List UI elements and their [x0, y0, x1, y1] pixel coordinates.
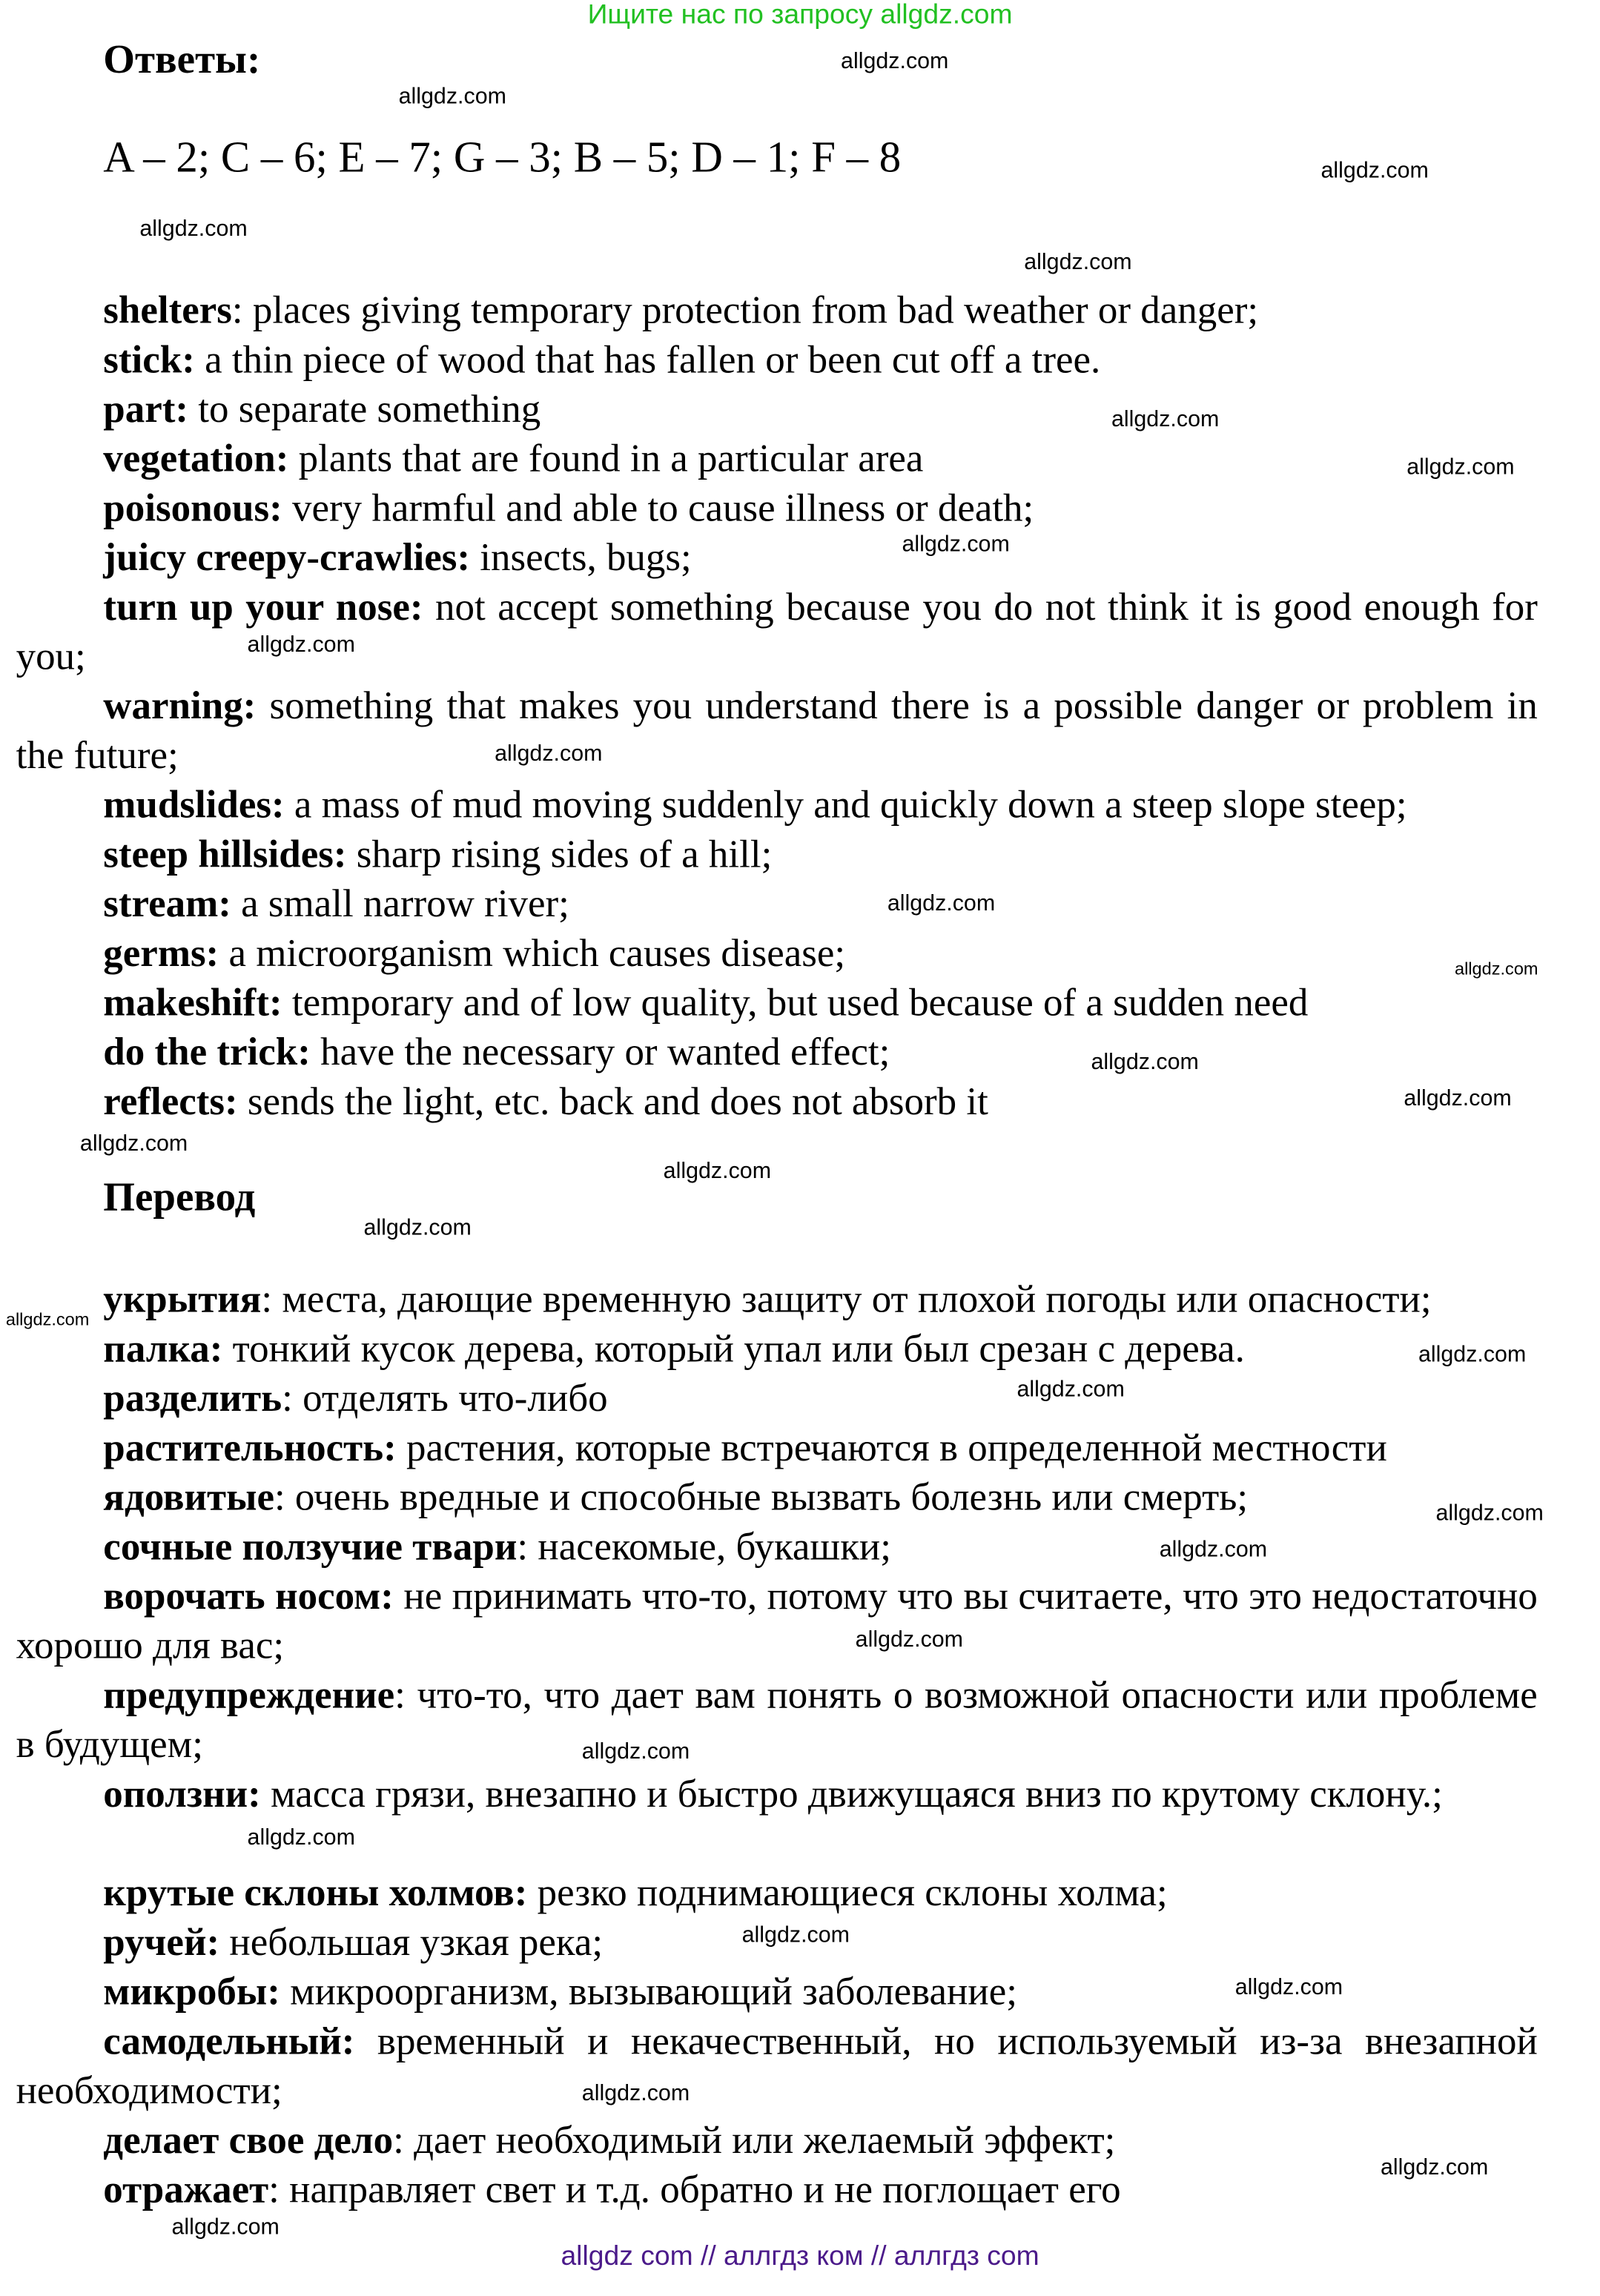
- term: mudslides:: [103, 782, 285, 827]
- watermark: allgdz.com: [887, 891, 996, 917]
- term: ручей:: [103, 1919, 220, 1964]
- definition: временный и некачественный, но используемый из-за внезапной необходимости;: [16, 2019, 1538, 2112]
- watermark: allgdz.com: [1111, 407, 1220, 432]
- definition: : очень вредные и способные вызвать болезнь или смерть;: [274, 1475, 1249, 1519]
- definition-entry: [16, 434, 1538, 483]
- watermark: allgdz.com: [5, 1309, 90, 1330]
- term: ворочать носом:: [103, 1573, 394, 1618]
- term: germs:: [103, 930, 219, 975]
- definition-entry: [16, 681, 1538, 779]
- definition: растения, которые встречаются в определенной местности: [396, 1425, 1387, 1469]
- watermark: allgdz.com: [1091, 1050, 1199, 1075]
- definition-entry: [16, 1373, 1538, 1423]
- term: делает свое дело: [103, 2117, 394, 2162]
- definition: : насекомые, букашки;: [517, 1524, 892, 1569]
- definition: very harmful and able to cause illness or death;: [282, 486, 1034, 530]
- watermark: allgdz.com: [1159, 1537, 1268, 1563]
- term: сочные ползучие твари: [103, 1524, 518, 1569]
- answers-title: Ответы:: [103, 38, 261, 83]
- definition: : места, дающие временную защиту от плохой погоды или опасности;: [261, 1277, 1432, 1321]
- watermark: allgdz.com: [363, 1216, 472, 1241]
- definition-entry: [16, 829, 1538, 879]
- definition: небольшая узкая река;: [219, 1919, 604, 1964]
- definition: масса грязи, внезапно и быстро движущаяся вниз по крутому склону.;: [260, 1771, 1443, 1816]
- definition-entry: [16, 334, 1538, 384]
- definition: a mass of mud moving suddenly and quickly down a steep slope steep;: [284, 782, 1407, 827]
- definition-entry: [16, 1670, 1538, 1768]
- watermark: allgdz.com: [1320, 158, 1429, 184]
- definition-entry: [16, 1323, 1538, 1373]
- definition: plants that are found in a particular area: [288, 436, 924, 480]
- watermark: allgdz.com: [247, 1825, 355, 1850]
- watermark: allgdz.com: [1024, 250, 1132, 275]
- translation-title: Перевод: [103, 1175, 256, 1221]
- term: stick:: [103, 337, 195, 382]
- watermark: allgdz.com: [79, 1131, 188, 1157]
- watermark: allgdz.com: [139, 216, 248, 242]
- watermark: allgdz.com: [855, 1627, 964, 1652]
- watermark: allgdz.com: [495, 741, 603, 767]
- watermark: allgdz.com: [902, 532, 1010, 558]
- term: растительность:: [103, 1425, 397, 1469]
- term: предупреждение: [103, 1673, 395, 1717]
- definition-entry: [16, 1076, 1538, 1126]
- term: makeshift:: [103, 980, 282, 1025]
- definition-entry: [16, 1867, 1538, 1917]
- watermark: allgdz.com: [1406, 455, 1515, 480]
- term: warning:: [103, 684, 257, 727]
- term: juicy creepy-crawlies:: [103, 535, 471, 579]
- watermark: allgdz.com: [247, 632, 355, 658]
- term: палка:: [103, 1326, 223, 1371]
- term: turn up your nose:: [103, 584, 423, 629]
- definition-entry: [16, 1769, 1538, 1819]
- term: оползни:: [103, 1771, 261, 1816]
- definition-entry: [16, 928, 1538, 978]
- answers-line: A – 2; C – 6; E – 7; G – 3; B – 5; D – 1; F – 8: [103, 133, 902, 182]
- definition: a microorganism which causes disease;: [219, 930, 846, 975]
- watermark: allgdz.com: [741, 1922, 850, 1948]
- definition-entry: [16, 977, 1538, 1027]
- definition-entry: [16, 2016, 1538, 2114]
- definition-entry: [16, 582, 1538, 681]
- term: do the trick:: [103, 1030, 311, 1073]
- definition: sends the light, etc. back and does not absorb it: [237, 1079, 988, 1123]
- definition-entry: [16, 285, 1538, 335]
- term: крутые склоны холмов:: [103, 1870, 528, 1914]
- definition-entry: [16, 1274, 1538, 1324]
- definition: не принимать что-то, потому что вы считаете, что это недостаточно хорошо для вас;: [16, 1573, 1538, 1667]
- definition-entry: [16, 780, 1538, 830]
- definition: : дает необходимый или желаемый эффект;: [393, 2117, 1116, 2162]
- term: разделить: [103, 1376, 282, 1420]
- definition: temporary and of low quality, but used because of a sudden need: [282, 980, 1309, 1025]
- definition: : places giving temporary protection from bad weather or danger;: [231, 288, 1259, 332]
- definition-entry: [16, 1571, 1538, 1670]
- definition-entry: [16, 2164, 1538, 2214]
- term: stream:: [103, 881, 231, 925]
- definition: insects, bugs;: [470, 535, 692, 579]
- watermark: allgdz.com: [1404, 1086, 1512, 1111]
- definition-entry: [16, 483, 1538, 532]
- watermark: allgdz.com: [1455, 958, 1538, 979]
- definition: something that makes you understand there is a possible danger or problem in the future;: [16, 684, 1538, 777]
- watermark: allgdz.com: [1435, 1501, 1544, 1526]
- term: vegetation:: [103, 436, 289, 480]
- watermark: allgdz.com: [1234, 1975, 1343, 2000]
- term: reflects:: [103, 1079, 238, 1123]
- definition-entry: [16, 1027, 1538, 1076]
- watermark: allgdz.com: [663, 1159, 772, 1185]
- definition-entry: [16, 532, 1538, 582]
- definition-entry: [16, 384, 1538, 434]
- definition: : отделять что-либо: [282, 1376, 608, 1420]
- definition: sharp rising sides of a hill;: [346, 832, 773, 876]
- term: отражает: [103, 2167, 269, 2211]
- definition: резко поднимающиеся склоны холма;: [527, 1870, 1168, 1914]
- watermark: allgdz.com: [1016, 1377, 1125, 1403]
- definition: a small narrow river;: [231, 881, 569, 925]
- definition: not accept something because you do not think it is good enough for you;: [16, 584, 1538, 678]
- term: укрытия: [103, 1277, 262, 1321]
- definition: : направляет свет и т.д. обратно и не поглощает его: [268, 2167, 1121, 2211]
- watermark: allgdz.com: [398, 84, 506, 110]
- watermark: allgdz.com: [841, 49, 949, 75]
- term: микробы:: [103, 1969, 280, 2014]
- definition-entry: [16, 1423, 1538, 1472]
- watermark: allgdz.com: [1380, 2155, 1489, 2181]
- definition: to separate something: [188, 386, 541, 431]
- definition-entry: [16, 879, 1538, 928]
- watermark: allgdz.com: [171, 2215, 280, 2240]
- watermark: allgdz.com: [581, 1739, 690, 1764]
- term: shelters: [103, 288, 232, 332]
- definition: тонкий кусок дерева, который упал или был срезан с дерева.: [222, 1326, 1245, 1371]
- watermark: allgdz.com: [581, 2081, 690, 2106]
- term: самодельный:: [103, 2019, 355, 2063]
- watermark: allgdz.com: [1418, 1342, 1527, 1368]
- term: poisonous:: [103, 486, 282, 530]
- bottom-banner: allgdz com // аллгдз ком // аллгдз com: [561, 2241, 1039, 2272]
- term: ядовитые: [103, 1475, 274, 1519]
- definition: have the necessary or wanted effect;: [310, 1030, 890, 1073]
- term: steep hillsides:: [103, 832, 347, 876]
- top-banner: Ищите нас по запросу allgdz.com: [587, 0, 1013, 31]
- definition-entry: [16, 1521, 1538, 1571]
- definition: : что-то, что дает вам понять о возможной опасности или проблеме в будущем;: [16, 1673, 1538, 1766]
- definition: микроорганизм, вызывающий заболевание;: [280, 1969, 1017, 2014]
- definition-entry: [16, 2115, 1538, 2165]
- definition-entry: [16, 1472, 1538, 1522]
- definition: a thin piece of wood that has fallen or been cut off a tree.: [194, 337, 1101, 382]
- term: part:: [103, 386, 189, 431]
